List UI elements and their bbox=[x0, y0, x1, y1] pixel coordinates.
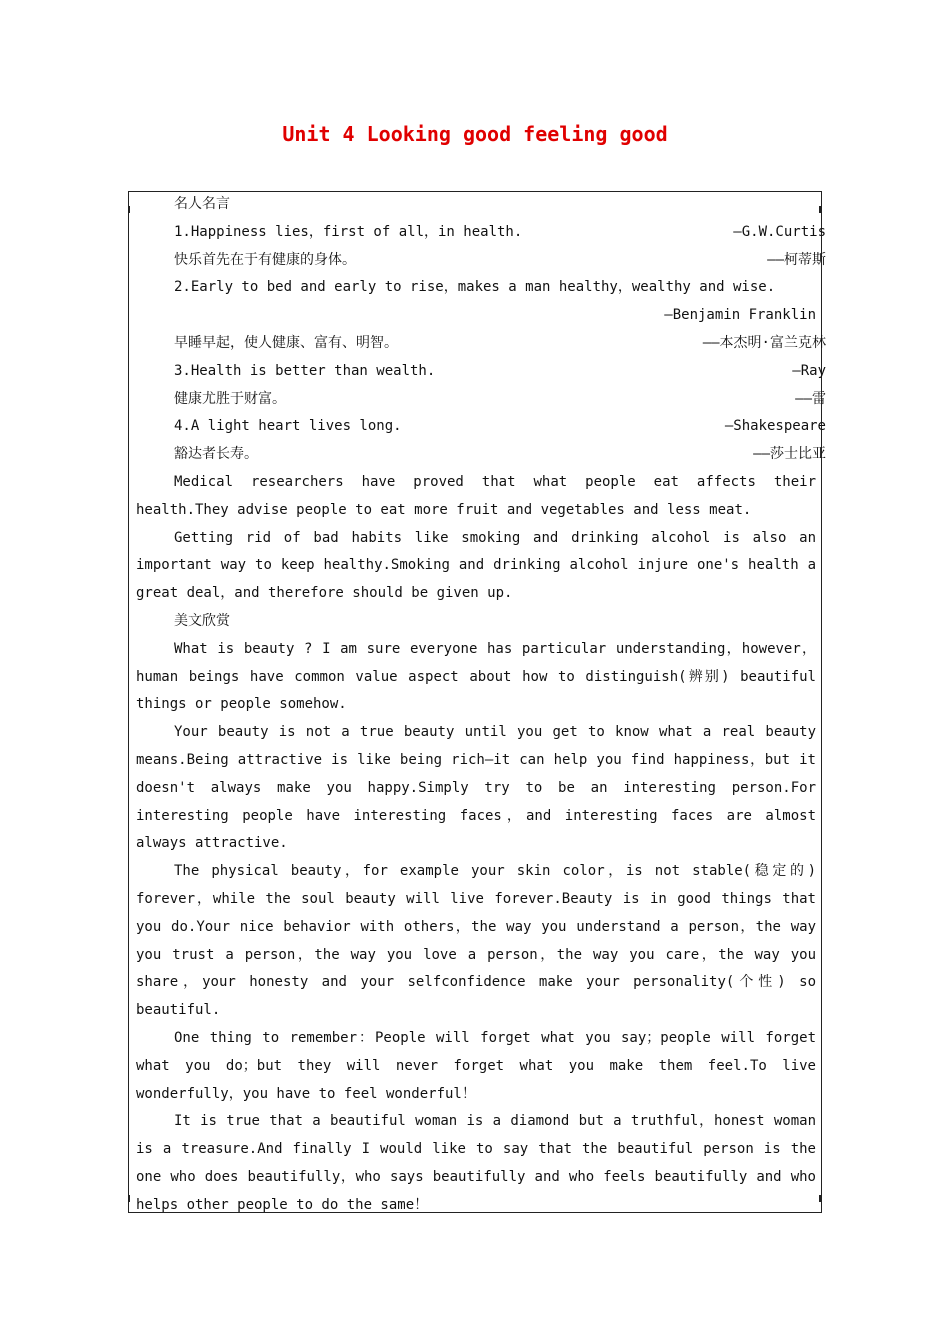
quote-1-en bbox=[136, 219, 826, 247]
quote-text: 4.A light heart lives long. bbox=[174, 418, 402, 435]
quote-text: 早睡早起，使人健康、富有、明智。 bbox=[174, 334, 398, 351]
quote-text: 健康尤胜于财富。 bbox=[174, 390, 286, 407]
quote-author: —Ray bbox=[792, 362, 826, 379]
quote-text: 豁达者长寿。 bbox=[174, 446, 258, 463]
quote-author: ——本杰明·富兰克林 bbox=[702, 334, 826, 351]
paragraph-medical: Medical researchers have proved that what people eat affects their health.They advise people to eat more fruit and vegetables and less meat. bbox=[136, 473, 816, 518]
quote-author: ——莎士比亚 bbox=[753, 446, 826, 463]
essay-heading: 美文欣赏 bbox=[174, 612, 230, 629]
essay-paragraph: Your beauty is not a true beauty until you get to know what a real beauty means.Being attractive is like being rich—it can help you find happiness，but it doesn't always make you happy.Simply try to be an interesting person.For interesting people have interesting faces，and interesting faces are almost always attractive. bbox=[136, 724, 816, 852]
essay-paragraph: It is true that a beautiful woman is a diamond but a truthful，honest woman is a treasure.And finally I would like to say that the beautiful person is the one who does beautifully，who says beautifully and who feels beautifully and who helps other people to do the same！ bbox=[136, 1113, 816, 1213]
quote-3-zh bbox=[136, 386, 826, 414]
frame-tick bbox=[819, 1195, 821, 1202]
quote-text: 1.Happiness lies，first of all，in health. bbox=[174, 223, 523, 240]
quote-text: 快乐首先在于有健康的身体。 bbox=[174, 251, 356, 268]
frame-tick bbox=[128, 206, 130, 213]
quote-2-zh bbox=[136, 330, 826, 358]
quote-3-en bbox=[136, 358, 826, 386]
quotes-heading: 名人名言 bbox=[174, 196, 230, 212]
essay-paragraph: One thing to remember：People will forget what you say；people will forget what you do；but they will never forget what you make them feel.To live wonderfully，you have to feel wonderful！ bbox=[136, 1029, 816, 1102]
frame-tick bbox=[819, 206, 821, 213]
paragraph-habits: Getting rid of bad habits like smoking and drinking alcohol is also an important way to keep healthy.Smoking and drinking alcohol injure one's health a great deal，and therefore should be given up. bbox=[136, 529, 816, 602]
quote-1-zh bbox=[136, 247, 826, 275]
frame-tick bbox=[128, 1195, 130, 1202]
quote-4-en bbox=[136, 413, 826, 441]
page-title: Unit 4 Looking good feeling good bbox=[282, 122, 668, 146]
quote-2-en: 2.Early to bed and early to rise，makes a man healthy，wealthy and wise. bbox=[174, 279, 776, 296]
quote-text: 3.Health is better than wealth. bbox=[174, 362, 436, 379]
quote-author: —Shakespeare bbox=[724, 418, 826, 435]
quote-2-en-author: —Benjamin Franklin bbox=[664, 307, 816, 324]
document-body bbox=[136, 191, 826, 1219]
essay-paragraph: What is beauty ? I am sure everyone has particular understanding，however，human beings have common value aspect about how to distinguish(辨别) beautiful things or people somehow. bbox=[136, 640, 816, 713]
quote-author: —G.W.Curtis bbox=[733, 223, 826, 240]
quote-author: ——雷 bbox=[795, 390, 826, 407]
quote-author: ——柯蒂斯 bbox=[767, 251, 826, 268]
essay-paragraph: The physical beauty，for example your skin color，is not stable(稳定的) forever，while the soul beauty will live forever.Beauty is in good things that you do.Your nice behavior with others，the way you understand a person，the way you trust a person，the way you love a person，the way you care，the way you share，your honesty and your selfconfidence make your personality(个性) so beautiful. bbox=[136, 863, 816, 1019]
quote-4-zh bbox=[136, 441, 826, 469]
